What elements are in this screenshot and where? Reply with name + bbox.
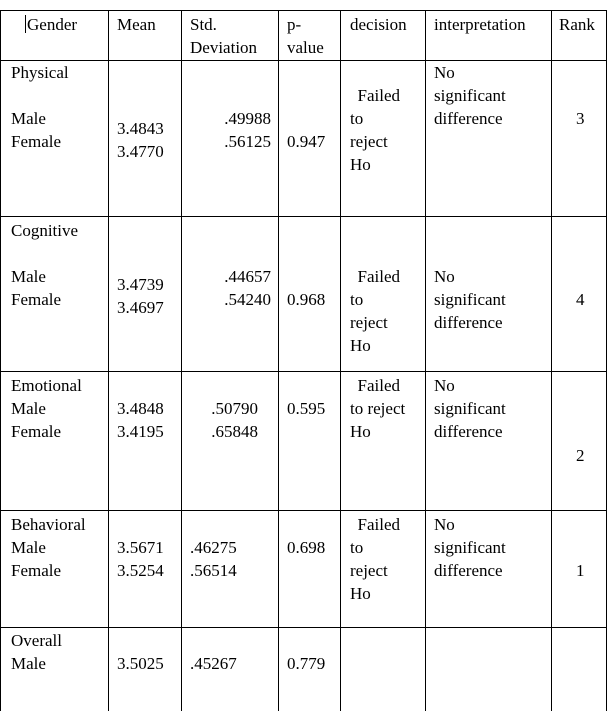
emotional-decision-3: Ho (350, 422, 371, 441)
physical-category: Physical (11, 63, 69, 82)
behavioral-rank: 1 (576, 561, 585, 580)
physical-rank: 3 (576, 109, 585, 128)
cognitive-category: Cognitive (11, 221, 79, 240)
physical-sd-male: .49988 (224, 109, 271, 128)
col-line-3 (278, 10, 279, 711)
cognitive-interp-2: significant (434, 290, 506, 309)
emotional-interp-1: No (434, 376, 455, 395)
behavioral-interp-3: difference (434, 561, 503, 580)
overall-mean-male: 3.5025 (117, 654, 164, 673)
emotional-sd-male: .50790 (211, 399, 258, 418)
behavioral-interp-2: significant (434, 538, 506, 557)
header-p-line1: p- (287, 15, 302, 34)
emotional-interp-3: difference (434, 422, 503, 441)
cognitive-mean-male: 3.4739 (117, 275, 164, 294)
behavioral-decision-1: Failed (357, 515, 400, 534)
row-divider-1 (0, 216, 606, 217)
physical-male-label: Male (11, 109, 46, 128)
col-line-6 (551, 10, 552, 711)
behavioral-decision-4: Ho (350, 584, 371, 603)
behavioral-decision-3: reject (350, 561, 388, 580)
behavioral-female-label: Female (11, 561, 62, 580)
row-divider-4 (0, 627, 606, 628)
col-line-5 (425, 10, 426, 711)
col-line-4 (340, 10, 341, 711)
physical-interp-2: significant (434, 86, 506, 105)
physical-mean-female: 3.4770 (117, 142, 164, 161)
behavioral-decision-2: to (350, 538, 364, 557)
behavioral-sd-male: .46275 (190, 538, 237, 557)
emotional-rank: 2 (576, 446, 585, 465)
cognitive-interp-3: difference (434, 313, 503, 332)
overall-male-label: Male (11, 654, 46, 673)
physical-decision-3: reject (350, 132, 388, 151)
physical-decision-2: to (350, 109, 364, 128)
text-cursor (25, 15, 26, 33)
overall-sd-male: .45267 (190, 654, 237, 673)
cognitive-decision-3: reject (350, 313, 388, 332)
emotional-decision-1: Failed (357, 376, 400, 395)
cognitive-decision-4: Ho (350, 336, 371, 355)
cognitive-mean-female: 3.4697 (117, 298, 164, 317)
overall-p-value: 0.779 (287, 654, 326, 673)
emotional-category: Emotional (11, 376, 82, 395)
behavioral-mean-male: 3.5671 (117, 538, 164, 557)
cognitive-male-label: Male (11, 267, 46, 286)
physical-p-value: 0.947 (287, 132, 326, 151)
header-interpretation: interpretation (434, 15, 526, 34)
behavioral-interp-1: No (434, 515, 455, 534)
cognitive-female-label: Female (11, 290, 62, 309)
physical-decision-4: Ho (350, 155, 371, 174)
cognitive-sd-male: .44657 (224, 267, 271, 286)
cognitive-decision-2: to (350, 290, 364, 309)
behavioral-sd-female: .56514 (190, 561, 237, 580)
row-divider-3 (0, 510, 606, 511)
behavioral-male-label: Male (11, 538, 46, 557)
header-p-line2: value (287, 38, 324, 57)
overall-category: Overall (11, 631, 62, 650)
col-line-1 (108, 10, 109, 711)
emotional-p-value: 0.595 (287, 399, 326, 418)
physical-interp-1: No (434, 63, 455, 82)
header-rank: Rank (559, 15, 595, 34)
emotional-interp-2: significant (434, 399, 506, 418)
cognitive-sd-female: .54240 (224, 290, 271, 309)
emotional-mean-female: 3.4195 (117, 422, 164, 441)
physical-female-label: Female (11, 132, 62, 151)
col-line-7 (606, 10, 607, 711)
row-divider-2 (0, 371, 606, 372)
emotional-mean-male: 3.4848 (117, 399, 164, 418)
emotional-decision-2: to reject (350, 399, 406, 418)
col-line-0 (0, 10, 1, 711)
header-mean: Mean (117, 15, 156, 34)
physical-interp-3: difference (434, 109, 503, 128)
physical-decision-1: Failed (357, 86, 400, 105)
behavioral-p-value: 0.698 (287, 538, 326, 557)
cognitive-decision-1: Failed (357, 267, 400, 286)
physical-mean-male: 3.4843 (117, 119, 164, 138)
behavioral-category: Behavioral (11, 515, 86, 534)
header-decision: decision (350, 15, 407, 34)
header-std-line1: Std. (190, 15, 217, 34)
table-border-top (0, 10, 606, 11)
emotional-sd-female: .65848 (211, 422, 258, 441)
header-std-line2: Deviation (190, 38, 258, 57)
cognitive-interp-1: No (434, 267, 455, 286)
emotional-male-label: Male (11, 399, 46, 418)
col-line-2 (181, 10, 182, 711)
cognitive-rank: 4 (576, 290, 585, 309)
cognitive-p-value: 0.968 (287, 290, 326, 309)
physical-sd-female: .56125 (224, 132, 271, 151)
header-divider (0, 60, 606, 61)
header-gender: Gender (27, 15, 78, 34)
behavioral-mean-female: 3.5254 (117, 561, 164, 580)
emotional-female-label: Female (11, 422, 62, 441)
